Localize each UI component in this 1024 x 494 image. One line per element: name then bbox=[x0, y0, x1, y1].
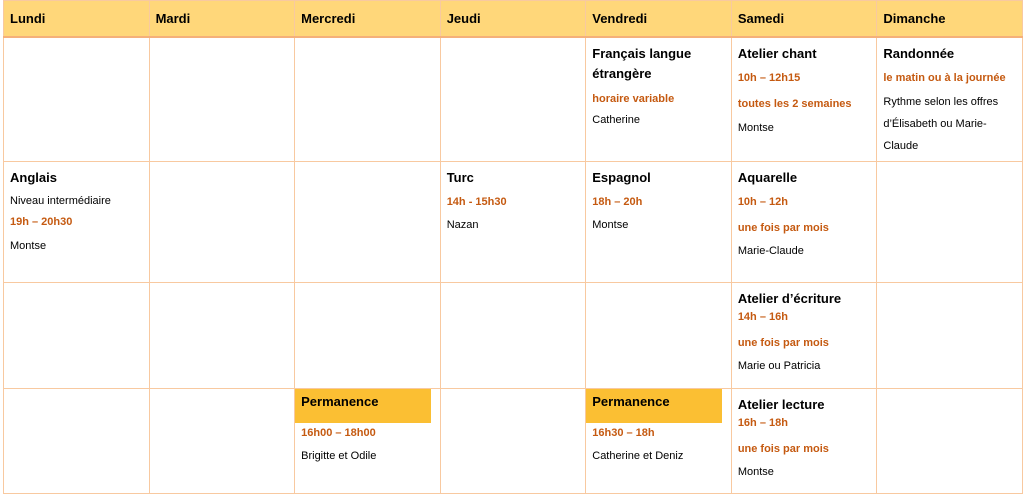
event-time: 18h – 20h bbox=[592, 196, 643, 208]
event-person: Montse bbox=[592, 218, 629, 231]
event-turc bbox=[440, 162, 586, 283]
event-person: Montse bbox=[737, 465, 774, 478]
empty-cell bbox=[440, 283, 586, 389]
event-anglais bbox=[4, 162, 150, 283]
event-randonnee bbox=[877, 37, 1023, 162]
empty-cell bbox=[295, 37, 441, 162]
empty-cell bbox=[877, 389, 1023, 494]
event-frequency: une fois par mois bbox=[737, 221, 829, 234]
empty-cell bbox=[4, 389, 150, 494]
day-header-jeudi: Jeudi bbox=[440, 1, 586, 38]
event-person: Montse bbox=[737, 121, 774, 134]
empty-cell bbox=[295, 283, 441, 389]
empty-cell bbox=[149, 283, 295, 389]
empty-cell bbox=[149, 162, 295, 283]
empty-cell bbox=[295, 162, 441, 283]
event-title: Permanence bbox=[592, 394, 670, 409]
event-time: 14h – 16h bbox=[737, 311, 788, 323]
event-espagnol bbox=[586, 162, 732, 283]
event-person: Montse bbox=[10, 239, 47, 252]
schedule-row bbox=[4, 283, 1023, 389]
day-header-mercredi: Mercredi bbox=[295, 1, 441, 38]
event-title: Turc bbox=[446, 170, 474, 185]
event-time: 19h – 20h30 bbox=[10, 216, 73, 228]
event-atelier-chant bbox=[731, 37, 877, 162]
event-time: 10h – 12h15 bbox=[737, 72, 801, 84]
event-title: Randonnée bbox=[883, 46, 955, 61]
event-person: Brigitte et Odile bbox=[301, 449, 377, 462]
event-title: Français langue étrangère bbox=[592, 46, 692, 81]
weekly-schedule bbox=[3, 0, 1023, 494]
event-time: 16h – 18h bbox=[737, 417, 788, 429]
event-person: Catherine bbox=[592, 113, 640, 126]
schedule-row bbox=[4, 162, 1023, 283]
event-time: 16h00 – 18h00 bbox=[301, 427, 376, 439]
event-time: horaire variable bbox=[592, 93, 675, 105]
day-header-dimanche: Dimanche bbox=[877, 1, 1023, 38]
empty-cell bbox=[440, 389, 586, 494]
event-highlight bbox=[295, 389, 431, 423]
event-time: le matin ou à la journée bbox=[883, 72, 1006, 84]
day-header-samedi: Samedi bbox=[731, 1, 877, 38]
event-frequency: une fois par mois bbox=[737, 442, 829, 455]
event-title: Permanence bbox=[301, 394, 379, 409]
event-person: Nazan bbox=[446, 218, 479, 231]
event-title: Atelier d’écriture bbox=[737, 291, 842, 306]
empty-cell bbox=[149, 389, 295, 494]
event-frequency: toutes les 2 semaines bbox=[737, 97, 852, 110]
event-atelier-ecriture bbox=[731, 283, 877, 389]
event-permanence-vendredi bbox=[586, 389, 732, 494]
event-title: Aquarelle bbox=[737, 170, 798, 185]
event-note: Rythme selon les offres d’Élisabeth ou Marie-Claude bbox=[883, 95, 999, 152]
event-frequency: une fois par mois bbox=[737, 336, 829, 349]
day-header-lundi: Lundi bbox=[4, 1, 150, 38]
event-title: Atelier lecture bbox=[737, 397, 825, 412]
empty-cell bbox=[4, 283, 150, 389]
event-highlight bbox=[586, 389, 722, 423]
event-title: Atelier chant bbox=[737, 46, 817, 61]
event-time: 16h30 – 18h bbox=[592, 427, 655, 439]
empty-cell bbox=[149, 37, 295, 162]
empty-cell bbox=[877, 162, 1023, 283]
schedule-row bbox=[4, 389, 1023, 494]
empty-cell bbox=[877, 283, 1023, 389]
event-fle bbox=[586, 37, 732, 162]
empty-cell bbox=[586, 283, 732, 389]
event-time: 14h - 15h30 bbox=[446, 196, 507, 208]
event-permanence-mercredi bbox=[295, 389, 441, 494]
event-aquarelle bbox=[731, 162, 877, 283]
empty-cell bbox=[4, 37, 150, 162]
event-atelier-lecture bbox=[731, 389, 877, 494]
day-header-mardi: Mardi bbox=[149, 1, 295, 38]
event-time: 10h – 12h bbox=[737, 196, 788, 208]
event-person: Marie ou Patricia bbox=[737, 359, 821, 372]
event-person: Marie-Claude bbox=[737, 244, 804, 257]
event-title: Anglais bbox=[10, 170, 57, 185]
event-title: Espagnol bbox=[592, 170, 651, 185]
day-header-vendredi: Vendredi bbox=[586, 1, 732, 38]
schedule-row bbox=[4, 37, 1023, 162]
event-level: Niveau intermédiaire bbox=[10, 195, 111, 207]
header-row bbox=[4, 1, 1023, 38]
event-person: Catherine et Deniz bbox=[592, 449, 684, 462]
empty-cell bbox=[440, 37, 586, 162]
